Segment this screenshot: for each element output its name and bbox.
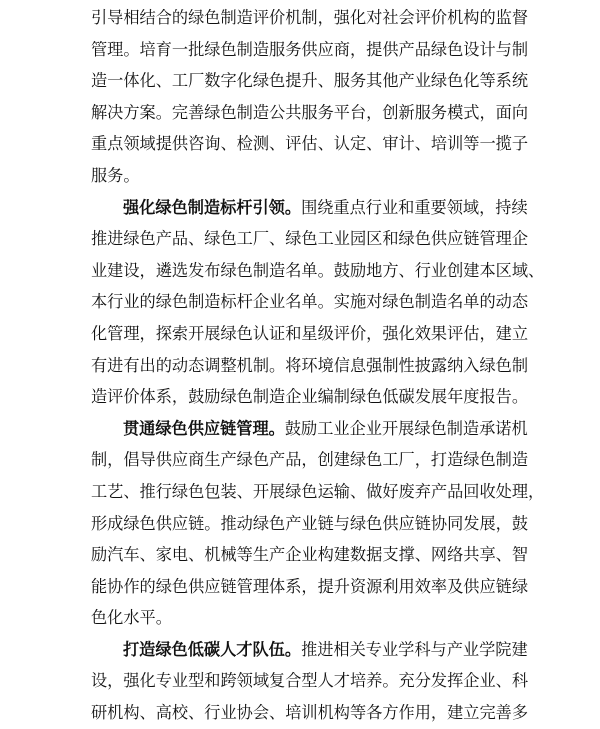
paragraph-3 (91, 413, 545, 634)
paragraph-heading: 贯通绿色供应链管理。 (123, 418, 285, 438)
text-line: 推进绿色产品、绿色工厂、绿色工业园区和绿色供应链管理企 (91, 229, 529, 249)
paragraph-1 (91, 2, 529, 192)
text-line: 设，强化专业型和跨领域复合型人才培养。充分发挥企业、科 (91, 671, 529, 691)
text-line: 色化水平。 (91, 608, 172, 628)
text-run: 推进相关专业学科与产业学院建 (301, 639, 528, 659)
paragraph-heading: 打造绿色低碳人才队伍。 (123, 639, 302, 659)
paragraph-first-line (91, 634, 528, 666)
text-line: 本行业的绿色制造标杆企业名单。实施对绿色制造名单的动态 (91, 292, 529, 312)
text-line: 引导相结合的绿色制造评价机制，强化对社会评价机构的监督 (91, 8, 529, 27)
document-body (91, 2, 545, 729)
paragraph-first-line (91, 192, 528, 224)
text-line: 研机构、高校、行业协会、培训机构等各方作用，建立完善多 (91, 703, 529, 723)
text-run: 围绕重点行业和重要领域，持续 (301, 197, 528, 217)
text-line: 形成绿色供应链。推动绿色产业链与绿色供应链协同发展，鼓 (91, 513, 529, 533)
paragraph-first-line (91, 413, 528, 445)
text-line: 业建设，遴选发布绿色制造名单。鼓励地方、行业创建本区域、 (91, 260, 545, 280)
text-line: 制，倡导供应商生产绿色产品，创建绿色工厂，打造绿色制造 (91, 450, 529, 470)
text-line: 工艺、推行绿色包装、开展绿色运输、做好废弃产品回收处理， (91, 481, 545, 501)
text-line: 励汽车、家电、机械等生产企业构建数据支撑、网络共享、智 (91, 545, 529, 565)
text-line: 管理。培育一批绿色制造服务供应商，提供产品绿色设计与制 (91, 39, 529, 59)
text-line: 服务。 (91, 165, 140, 185)
text-line: 解决方案。完善绿色制造公共服务平台，创新服务模式，面向 (91, 102, 529, 122)
text-line: 能协作的绿色供应链管理体系，提升资源利用效率及供应链绿 (91, 576, 529, 596)
paragraph-2 (91, 192, 545, 413)
text-line: 造一体化、工厂数字化绿色提升、服务其他产业绿色化等系统 (91, 71, 529, 91)
text-line: 有进有出的动态调整机制。将环境信息强制性披露纳入绿色制 (91, 355, 529, 375)
text-run: 鼓励工业企业开展绿色制造承诺机 (284, 418, 528, 438)
text-line: 重点领域提供咨询、检测、评估、认定、审计、培训等一揽子 (91, 134, 529, 154)
text-line: 化管理，探索开展绿色认证和星级评价，强化效果评估，建立 (91, 323, 529, 343)
text-line: 造评价体系，鼓励绿色制造企业编制绿色低碳发展年度报告。 (91, 387, 529, 407)
paragraph-4 (91, 634, 529, 729)
paragraph-heading: 强化绿色制造标杆引领。 (123, 197, 302, 217)
